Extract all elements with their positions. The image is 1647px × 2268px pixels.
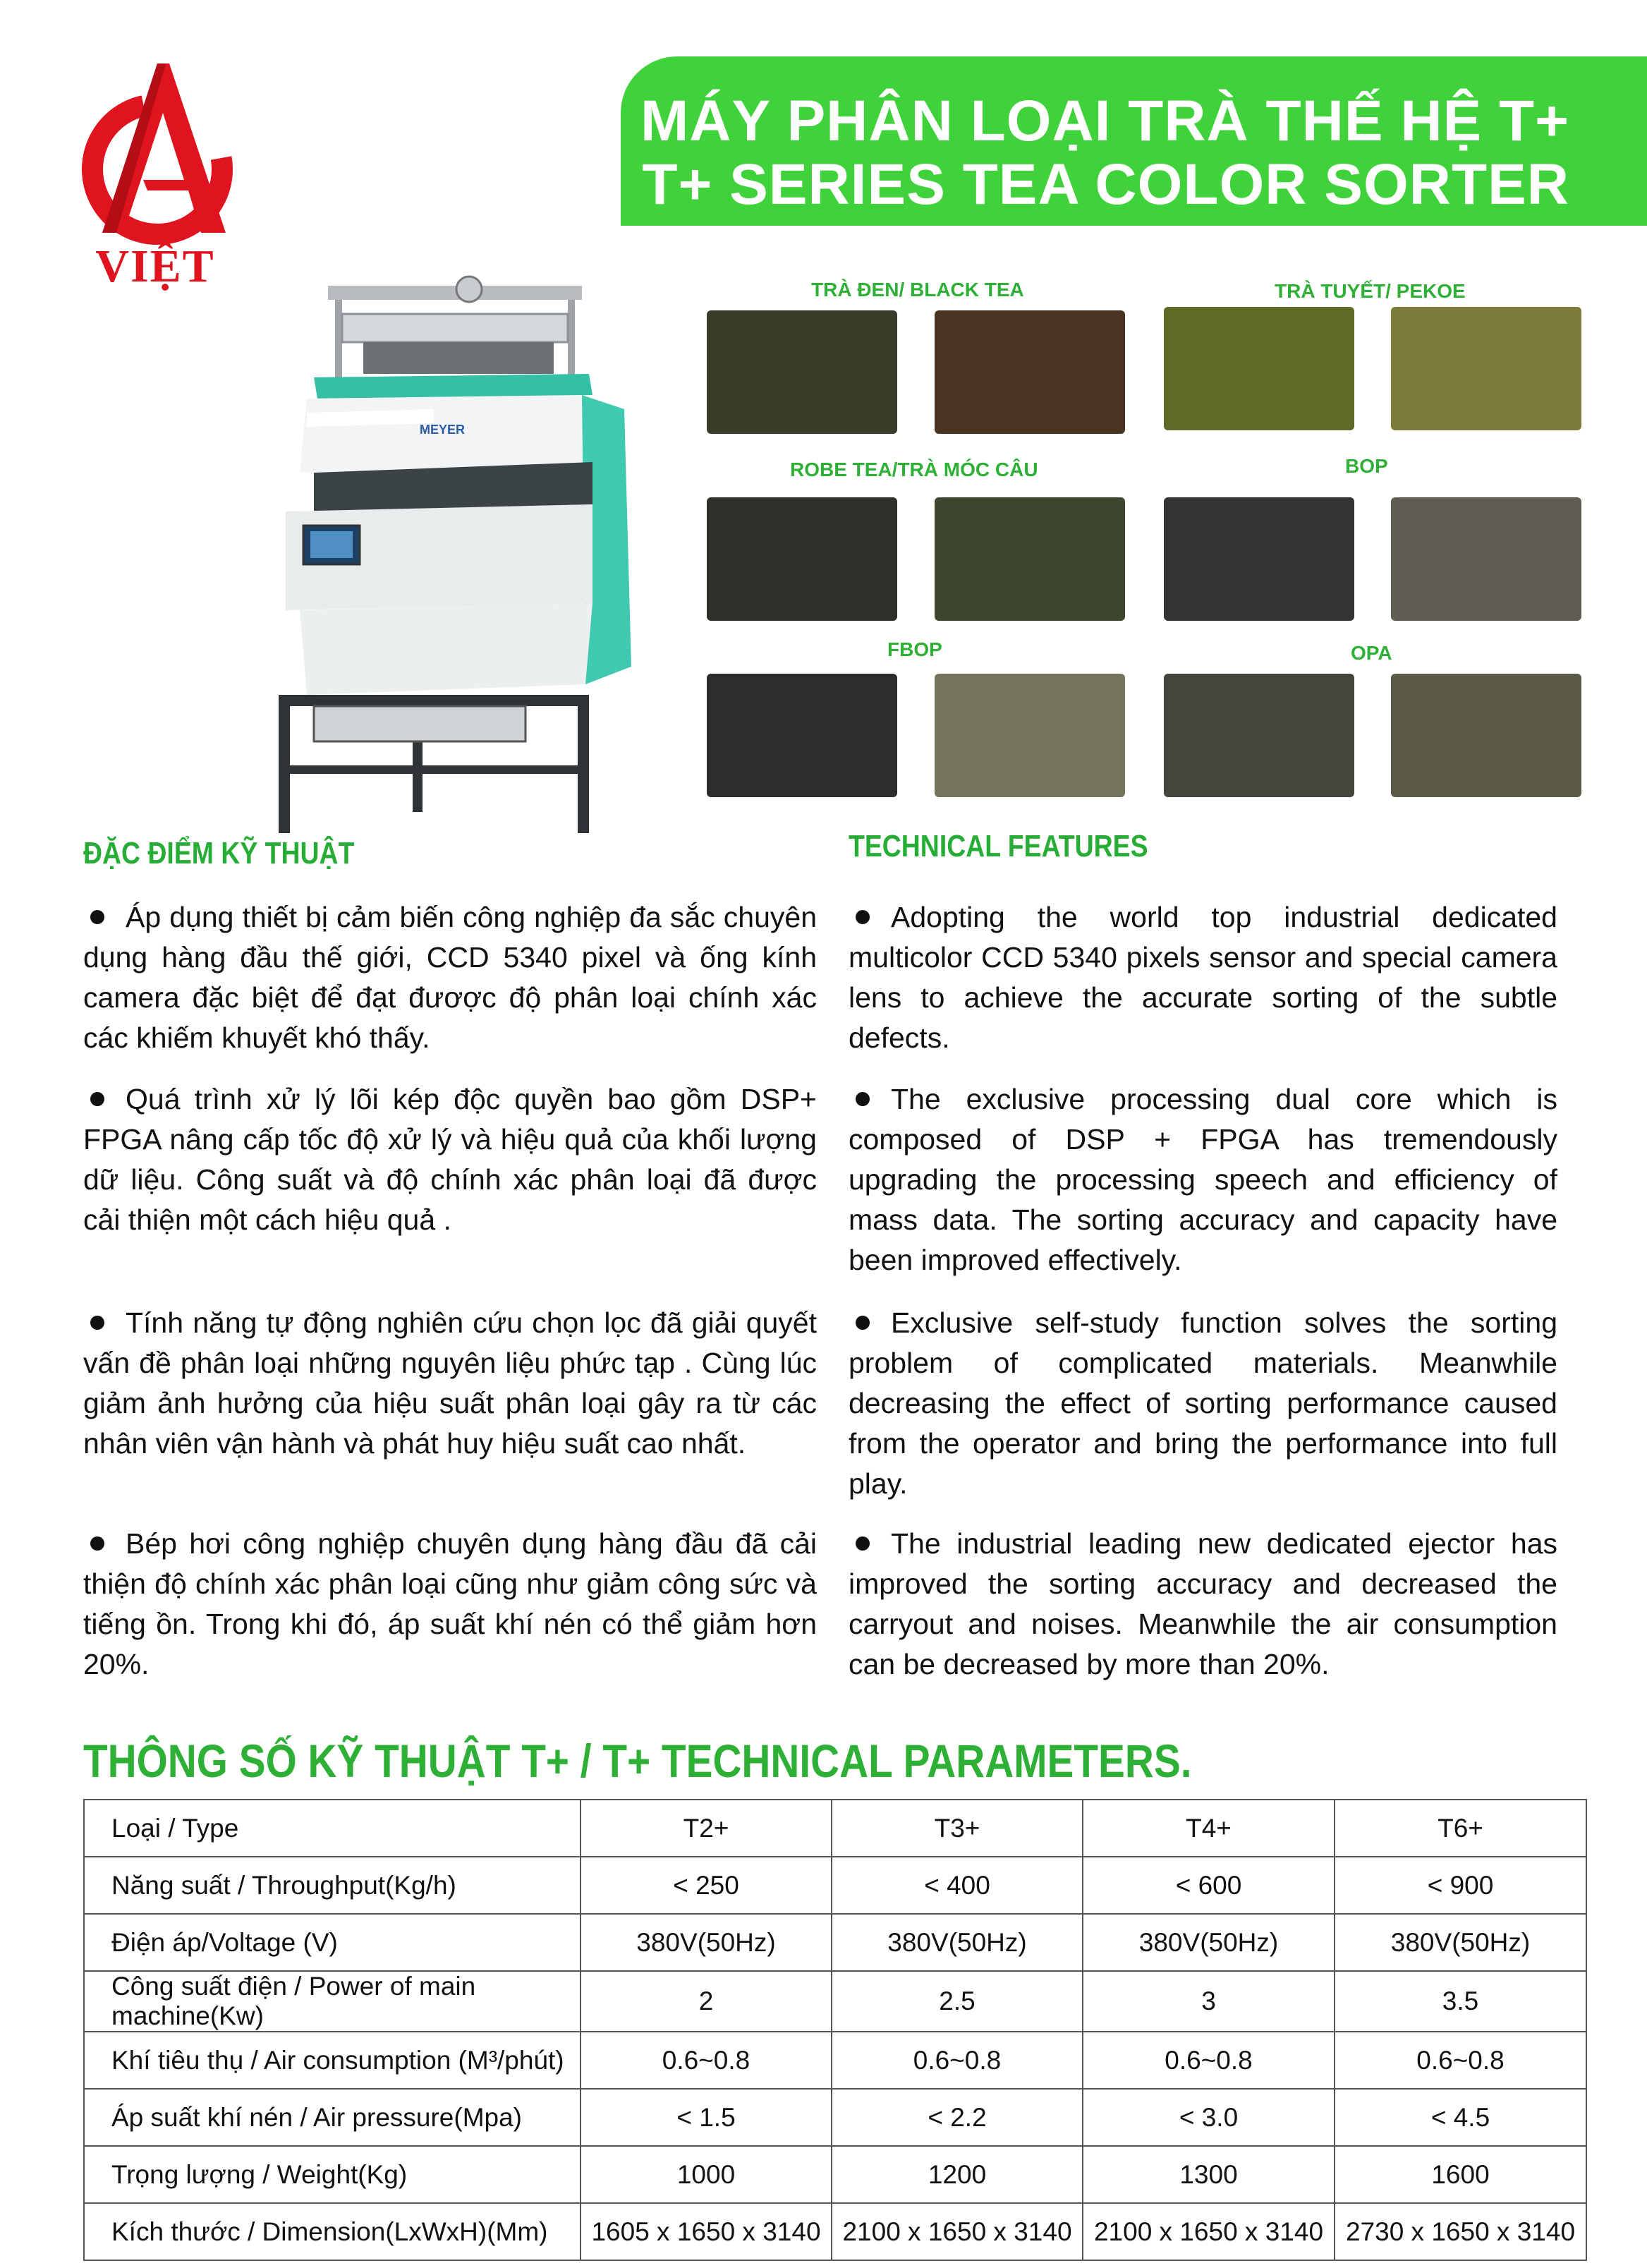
param-value: 380V(50Hz) bbox=[581, 1914, 832, 1971]
tea-label-fbop: FBOP bbox=[887, 638, 942, 660]
param-value: 2100 x 1650 x 3140 bbox=[1083, 2203, 1335, 2260]
param-label: Năng suất / Throughput(Kg/h) bbox=[84, 1857, 581, 1914]
param-value: 2.5 bbox=[832, 1971, 1083, 2032]
bullet-icon bbox=[90, 1316, 104, 1330]
tea-image-pekoe-1 bbox=[1164, 307, 1354, 430]
machine-brand-label: MEYER bbox=[420, 423, 466, 437]
param-value: < 900 bbox=[1335, 1857, 1586, 1914]
param-value: 0.6~0.8 bbox=[832, 2032, 1083, 2089]
en-features-heading: TECHNICAL FEATURES bbox=[849, 829, 1148, 863]
title-vietnamese: MÁY PHÂN LOẠI TRÀ THẾ HỆ T+ bbox=[640, 89, 1569, 153]
bullet-icon bbox=[90, 910, 104, 924]
en-feature-4: The industrial leading new dedicated ejector has improved the sorting accuracy and decreased the carryout and noises. Meanwhile the air consumption can be decreased by more than 20%. bbox=[849, 1527, 1557, 1680]
param-value: < 2.2 bbox=[832, 2089, 1083, 2146]
param-label: Kích thước / Dimension(LxWxH)(Mm) bbox=[84, 2203, 581, 2260]
table-row bbox=[84, 2032, 1586, 2089]
table-row bbox=[84, 1800, 1586, 1857]
bullet-icon bbox=[856, 910, 870, 924]
vi-feature-3: Tính năng tự động nghiên cứu chọn lọc đã giải quyết vấn đề phân loại những nguyên liệu phức tạp . Cùng lúc giảm ảnh hưởng của hiệu suất phân loại gây ra từ các nhân viên vận hành và phát huy hiệu suất cao nhất. bbox=[83, 1306, 817, 1460]
param-value: 0.6~0.8 bbox=[1083, 2032, 1335, 2089]
parameters-heading: THÔNG SỐ KỸ THUẬT T+ / T+ TECHNICAL PARAMETERS. bbox=[83, 1735, 1192, 1787]
bullet-icon bbox=[856, 1316, 870, 1330]
param-label: Khí tiêu thụ / Air consumption (M³/phút) bbox=[84, 2032, 581, 2089]
tea-image-bop-1 bbox=[1164, 497, 1354, 621]
table-row bbox=[84, 2089, 1586, 2146]
param-value: T6+ bbox=[1335, 1800, 1586, 1857]
param-value: < 600 bbox=[1083, 1857, 1335, 1914]
param-label: Công suất điện / Power of main machine(Kw) bbox=[84, 1971, 581, 2032]
vi-feature-4: Bép hơi công nghiệp chuyên dụng hàng đầu đã cải thiện độ chính xác phân loại cũng như giảm công sức và tiếng ồn. Trong khi đó, áp suất khí nén có thể giảm hơn 20%. bbox=[83, 1527, 817, 1680]
param-label: Trọng lượng / Weight(Kg) bbox=[84, 2146, 581, 2203]
vi-feature-2: Quá trình xử lý lõi kép độc quyền bao gồm DSP+ FPGA nâng cấp tốc độ xử lý và hiệu quả của khối lượng dữ liệu. Công suất và độ chính xác phân loại đã được cải thiện một cách hiệu quả . bbox=[83, 1083, 817, 1236]
param-value: 1000 bbox=[581, 2146, 832, 2203]
tea-image-pekoe-2 bbox=[1391, 307, 1581, 430]
param-value: 2730 x 1650 x 3140 bbox=[1335, 2203, 1586, 2260]
tea-image-fbop-2 bbox=[935, 674, 1125, 797]
tea-image-robe-tea-2 bbox=[935, 497, 1125, 621]
tea-image-fbop-1 bbox=[707, 674, 897, 797]
table-row bbox=[84, 1971, 1586, 2032]
param-value: 380V(50Hz) bbox=[832, 1914, 1083, 1971]
param-label: Điện áp/Voltage (V) bbox=[84, 1914, 581, 1971]
tea-image-opa-1 bbox=[1164, 674, 1354, 797]
parameters-table bbox=[83, 1799, 1587, 2261]
param-value: 1200 bbox=[832, 2146, 1083, 2203]
brand-name: VIỆT bbox=[95, 241, 215, 292]
en-feature-3: Exclusive self-study function solves the sorting problem of complicated materials. Meanwhile decreasing the effect of sorting performance caused from the operator and bring the performance into full play. bbox=[849, 1306, 1557, 1500]
param-value: 380V(50Hz) bbox=[1335, 1914, 1586, 1971]
bullet-icon bbox=[90, 1536, 104, 1551]
tea-label-black-tea: TRÀ ĐEN/ BLACK TEA bbox=[811, 279, 1024, 301]
tea-label-robe-tea: ROBE TEA/TRÀ MÓC CÂU bbox=[790, 459, 1038, 480]
param-value: 3 bbox=[1083, 1971, 1335, 2032]
param-label: Loại / Type bbox=[84, 1800, 581, 1857]
param-value: 2100 x 1650 x 3140 bbox=[832, 2203, 1083, 2260]
tea-label-pekoe: TRÀ TUYẾT/ PEKOE bbox=[1275, 280, 1466, 302]
table-row bbox=[84, 1857, 1586, 1914]
title-banner bbox=[621, 56, 1647, 226]
tea-image-black-tea-1 bbox=[707, 310, 897, 434]
tea-image-robe-tea-1 bbox=[707, 497, 897, 621]
param-value: 1605 x 1650 x 3140 bbox=[581, 2203, 832, 2260]
param-value: T4+ bbox=[1083, 1800, 1335, 1857]
param-value: T2+ bbox=[581, 1800, 832, 1857]
table-row bbox=[84, 2146, 1586, 2203]
color-sorter-machine-image bbox=[201, 272, 638, 836]
param-value: 2 bbox=[581, 1971, 832, 2032]
bullet-icon bbox=[856, 1536, 870, 1551]
tea-image-opa-2 bbox=[1391, 674, 1581, 797]
param-value: < 3.0 bbox=[1083, 2089, 1335, 2146]
bullet-icon bbox=[856, 1092, 870, 1106]
param-value: < 250 bbox=[581, 1857, 832, 1914]
param-value: T3+ bbox=[832, 1800, 1083, 1857]
en-feature-1: Adopting the world top industrial dedicated multicolor CCD 5340 pixels sensor and special camera lens to achieve the accurate sorting of the subtle defects. bbox=[849, 901, 1557, 1054]
tea-label-bop: BOP bbox=[1345, 455, 1388, 477]
param-value: < 1.5 bbox=[581, 2089, 832, 2146]
param-value: 3.5 bbox=[1335, 1971, 1586, 2032]
title-english: T+ SERIES TEA COLOR SORTER bbox=[642, 152, 1569, 217]
vi-feature-1: Áp dụng thiết bị cảm biến công nghiệp đa sắc chuyên dụng hàng đầu thế giới, CCD 5340 pixel và ống kính camera đặc biệt để đạt đươợc độ phân loại chính xác các khiếm khuyết khó thấy. bbox=[83, 901, 817, 1054]
param-value: 0.6~0.8 bbox=[581, 2032, 832, 2089]
param-label: Áp suất khí nén / Air pressure(Mpa) bbox=[84, 2089, 581, 2146]
param-value: 380V(50Hz) bbox=[1083, 1914, 1335, 1971]
param-value: < 4.5 bbox=[1335, 2089, 1586, 2146]
param-value: 1600 bbox=[1335, 2146, 1586, 2203]
en-feature-2: The exclusive processing dual core which is composed of DSP + FPGA has tremendously upgrading the processing speech and efficiency of mass data. The sorting accuracy and capacity have been improved effectively. bbox=[849, 1083, 1557, 1276]
tea-image-black-tea-2 bbox=[935, 310, 1125, 434]
table-row bbox=[84, 1914, 1586, 1971]
tea-image-bop-2 bbox=[1391, 497, 1581, 621]
param-value: 0.6~0.8 bbox=[1335, 2032, 1586, 2089]
vi-features-heading: ĐẶC ĐIỂM KỸ THUẬT bbox=[83, 836, 355, 871]
param-value: 1300 bbox=[1083, 2146, 1335, 2203]
table-row bbox=[84, 2203, 1586, 2260]
tea-label-opa: OPA bbox=[1351, 642, 1392, 664]
param-value: < 400 bbox=[832, 1857, 1083, 1914]
bullet-icon bbox=[90, 1092, 104, 1106]
